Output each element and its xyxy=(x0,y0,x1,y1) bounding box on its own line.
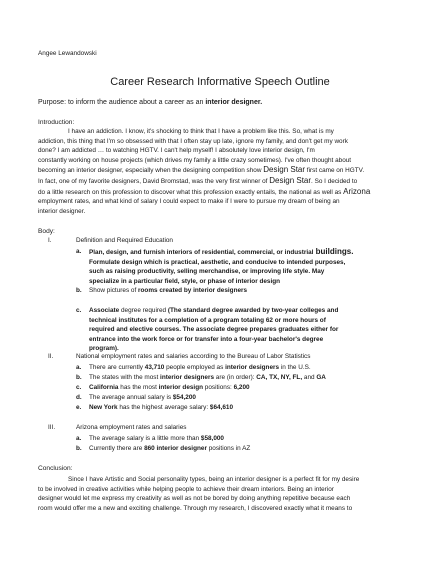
text-run: technical institutes for a completion of a program totaling 62 or more hours of xyxy=(89,316,326,324)
text-run: interior design xyxy=(158,384,204,391)
text-run: The average annual salary is xyxy=(89,394,173,401)
text-run: addiction, this thing that I'm so obsessed with that I often stay up late, ignore my family, and don't get my work xyxy=(38,137,348,145)
section-title: Definition and Required Education xyxy=(76,237,173,244)
outline-item-text xyxy=(89,403,421,413)
outline-item xyxy=(76,306,421,354)
text-run: I have an addiction. I know, it's shocking to think that I have a problem like this. So, what is my xyxy=(68,128,334,135)
text-line xyxy=(89,277,421,287)
outline-item-text xyxy=(89,247,421,286)
text-run: 43,710 xyxy=(144,364,165,371)
outline-item-text xyxy=(89,363,421,373)
text-run: . So I decided to xyxy=(311,177,358,185)
text-line xyxy=(38,494,410,504)
author-name: Angee Lewandowski xyxy=(38,50,97,57)
outline-item-text xyxy=(89,383,421,393)
outline-item-letter: b. xyxy=(76,287,82,294)
text-run: entrance into the work force or for transfer into a four-year bachelor's degree xyxy=(89,335,324,343)
text-run: $58,000 xyxy=(200,435,224,442)
body-heading: Body: xyxy=(38,228,55,235)
text-run: constantly working on house projects (which drives my family a little crazy sometimes). I've often thought about xyxy=(38,156,352,164)
text-line xyxy=(89,383,421,393)
text-run: The average salary is a little more than xyxy=(89,435,201,442)
text-run: California xyxy=(89,384,119,391)
text-line xyxy=(89,258,421,268)
purpose-career: interior designer. xyxy=(205,99,263,106)
outline-item-letter: a. xyxy=(76,364,82,371)
text-run: program). xyxy=(89,345,119,353)
text-line xyxy=(38,127,410,137)
text-run: Formulate design which is practical, aesthetic, and conducive to intended purposes, xyxy=(89,258,346,266)
text-run: Associate xyxy=(89,307,120,314)
text-run: Design Star xyxy=(263,165,306,175)
text-run: New York xyxy=(89,404,118,411)
text-line xyxy=(89,335,421,345)
outline-item xyxy=(76,286,421,296)
text-run: done? I am addicted … to watching HGTV. I can't help myself! I absolutely love interior design, I'm xyxy=(38,147,315,155)
text-line xyxy=(89,444,421,454)
outline-item-text xyxy=(89,434,421,444)
text-run: Show pictures of xyxy=(89,287,139,294)
text-run: buildings. xyxy=(313,247,354,256)
document-title: Career Research Informative Speech Outline xyxy=(110,76,330,88)
text-run: has the most xyxy=(118,384,159,391)
outline-item-letter: b. xyxy=(76,374,82,381)
section-numeral: III. xyxy=(48,424,56,431)
outline-item xyxy=(76,363,421,373)
text-line xyxy=(38,165,410,176)
text-run: There are currently xyxy=(89,364,145,371)
outline-item-letter: e. xyxy=(76,404,82,411)
text-run: rooms created by interior designers xyxy=(138,287,248,294)
text-line xyxy=(89,267,421,277)
text-run: $64,610 xyxy=(209,404,234,411)
text-line xyxy=(38,187,410,198)
text-run: becoming an interior designer, especially when the designing competition show xyxy=(38,167,264,175)
section-title: National employment rates and salaries according to the Bureau of Labor Statistics xyxy=(76,353,311,360)
text-run: room would offer me a new and exciting challenge. Through my research, I discovered exactly what it means to xyxy=(38,504,353,512)
text-run: designer would let me express my creativity as well as not be bored by doing anything repetitive because each xyxy=(38,495,351,503)
text-line xyxy=(89,306,421,316)
text-run: interior designers xyxy=(160,374,215,381)
text-run: do a little research on this profession to discover what this profession exactly entails, the national as well as xyxy=(38,188,344,196)
text-line xyxy=(89,373,421,383)
text-run: specialize in a particular field, style, or phase of interior design xyxy=(89,277,281,285)
purpose-label: Purpose: to inform the audience about a career as an xyxy=(38,99,204,106)
text-line xyxy=(89,286,421,296)
purpose-line xyxy=(38,98,262,107)
outline-item-text xyxy=(89,444,421,454)
outline-item-letter: c. xyxy=(76,307,82,314)
text-line xyxy=(38,475,410,485)
section-numeral: II. xyxy=(48,353,54,360)
text-line xyxy=(89,403,421,413)
text-run: employment rates, and what kind of salary I could expect to make if I were to pursue my dream of being an xyxy=(38,198,340,206)
conclusion-heading: Conclusion: xyxy=(38,465,73,472)
text-run: first came on HGTV. xyxy=(305,167,365,175)
conclusion-paragraph xyxy=(38,475,410,513)
text-run: positions in AZ xyxy=(206,445,251,452)
text-run: CA, TX, NY, FL, xyxy=(256,374,303,381)
outline-item-letter: c. xyxy=(76,384,82,391)
introduction-paragraph xyxy=(38,127,410,216)
outline-item xyxy=(76,393,421,403)
text-run: degree required xyxy=(119,307,168,314)
text-run: Design Star xyxy=(269,175,312,185)
outline-item-text xyxy=(89,373,421,383)
text-run: Arizona xyxy=(343,186,371,196)
outline-item-text xyxy=(89,286,421,296)
text-run: people employed as xyxy=(164,364,226,371)
text-run: are (in order): xyxy=(214,374,257,381)
text-run: and xyxy=(302,374,317,381)
text-line xyxy=(89,434,421,444)
text-run: such as raising productivity, selling merchandise, or improving life style. May xyxy=(89,268,325,276)
text-run: interior designer. xyxy=(38,207,86,215)
text-run: The states with the most xyxy=(89,374,161,381)
text-line xyxy=(38,176,410,187)
text-run: In fact, one of my favorite designers, David Bromstad, was the very first winner of xyxy=(38,177,270,185)
text-line xyxy=(89,325,421,335)
text-run: $54,200 xyxy=(172,394,196,401)
outline-item-text xyxy=(89,393,421,403)
section-title: Arizona employment rates and salaries xyxy=(76,424,187,431)
text-run: required and elective courses. The associate degree prepares graduates either for xyxy=(89,326,339,334)
text-run: positions: xyxy=(203,384,234,391)
text-line xyxy=(38,197,410,207)
text-run: Currently there are xyxy=(89,445,145,452)
text-line xyxy=(89,316,421,326)
outline-item-letter: d. xyxy=(76,394,82,401)
text-line xyxy=(89,247,421,258)
outline-item xyxy=(76,247,421,286)
outline-item xyxy=(76,373,421,383)
outline-item-letter: a. xyxy=(76,248,82,255)
outline-item-text xyxy=(89,306,421,354)
outline-item-letter: a. xyxy=(76,435,82,442)
outline-item-letter: b. xyxy=(76,445,82,452)
introduction-heading: Introduction: xyxy=(38,119,75,126)
text-line xyxy=(38,207,410,217)
outline-item xyxy=(76,403,421,413)
text-run: Since I have Artistic and Social personality types, being an interior designer is a perfect fit for my desire xyxy=(68,476,360,483)
text-run: interior designers xyxy=(225,364,280,371)
outline-item xyxy=(76,383,421,393)
text-line xyxy=(38,504,410,514)
text-line xyxy=(38,137,410,147)
text-run: to be involved in creative activities while helping people to achieve their dream interiors. Being an interior xyxy=(38,485,334,493)
text-run: GA xyxy=(316,374,326,381)
text-line xyxy=(38,146,410,156)
text-run: has the highest average salary: xyxy=(117,404,210,411)
text-line xyxy=(89,363,421,373)
text-run: Plan, design, and furnish interiors of residential, commercial, or industrial xyxy=(89,249,314,256)
text-line xyxy=(38,156,410,166)
text-line xyxy=(89,393,421,403)
section-numeral: I. xyxy=(48,237,52,244)
text-line xyxy=(38,485,410,495)
outline-item xyxy=(76,444,421,454)
text-run: 860 interior designer xyxy=(144,445,207,452)
text-run: in the U.S. xyxy=(279,364,311,371)
text-run: 6,200 xyxy=(233,384,250,391)
outline-item xyxy=(76,434,421,444)
text-run: (The standard degree awarded by two-year colleges and xyxy=(167,307,339,314)
